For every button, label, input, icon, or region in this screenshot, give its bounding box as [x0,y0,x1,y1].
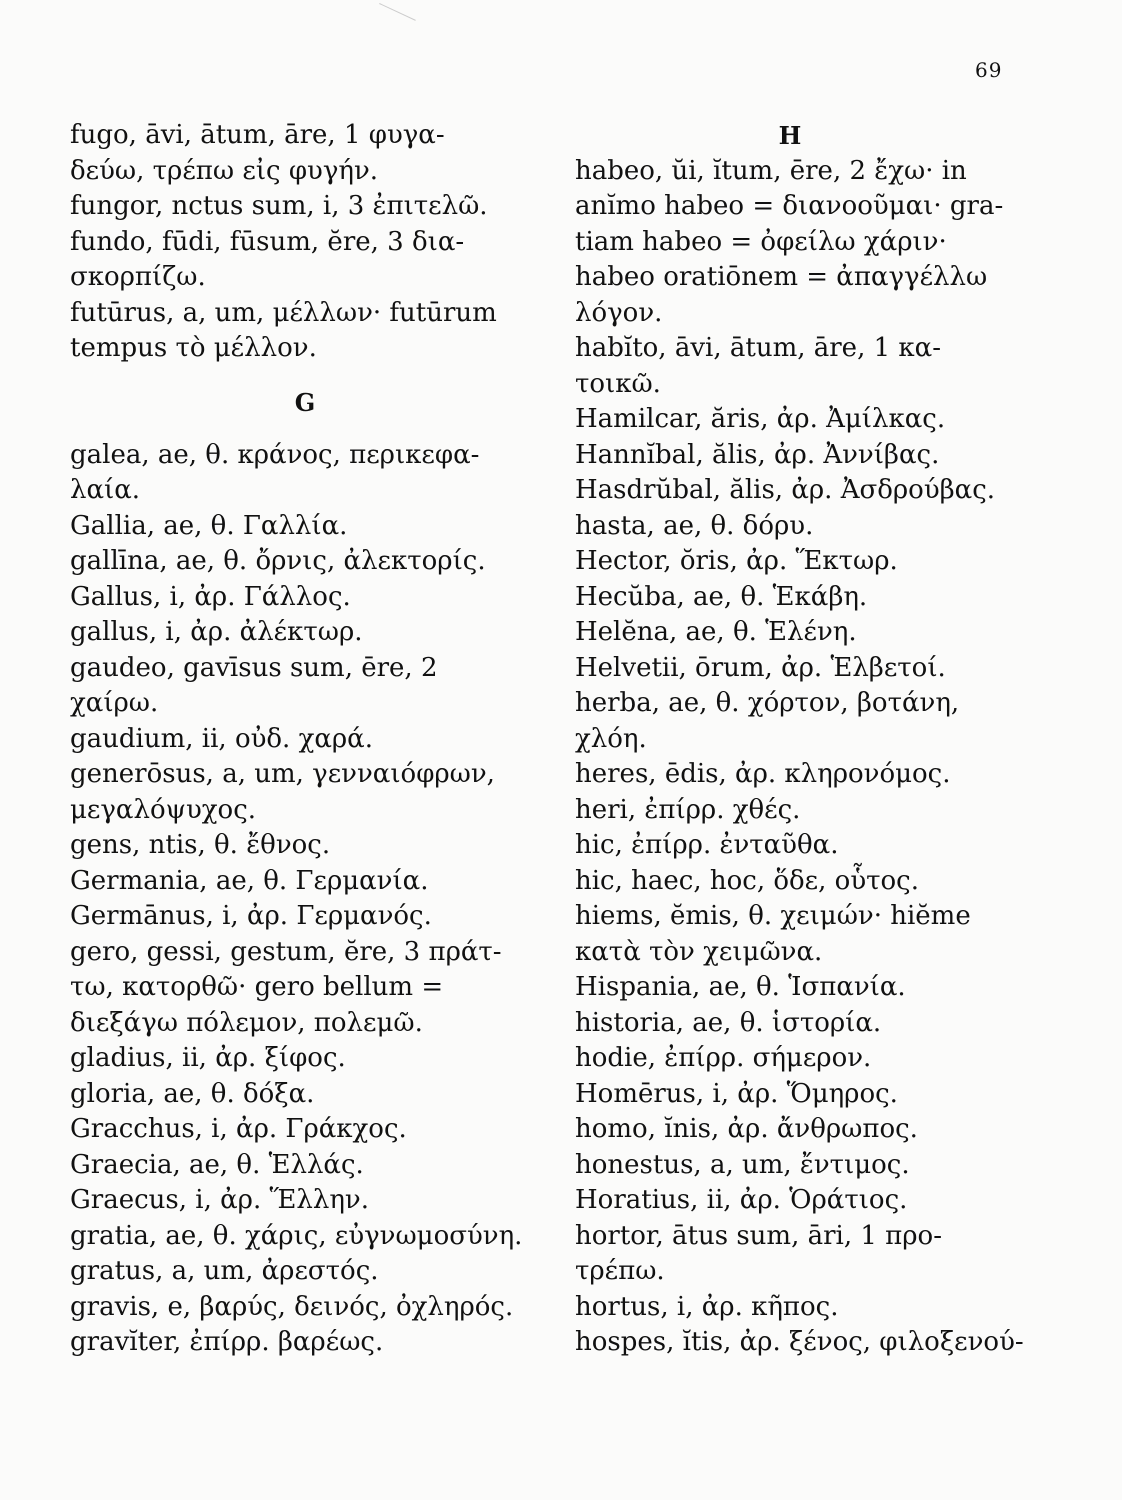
entry-headline: Hector, ŏris, ἀρ. Ἕκτωρ. [575,546,898,576]
dictionary-entry [575,1290,1005,1326]
entry-headline: Homērus, i, ἀρ. Ὅμηρος. [575,1078,898,1109]
dictionary-entry [575,970,1005,1006]
entry-headline: galea, ae, θ. κράνος, περικεφα- [70,439,480,470]
entry-continuation: διεξάγω πόλεμον, πολεμῶ. [70,1007,423,1038]
dictionary-entry [575,828,1005,864]
dictionary-entry [70,296,540,367]
entry-continuation: habeo oratiōnem = ἀπαγγέλλω [575,262,988,292]
entry-continuation: δεύω, τρέπω εἰς φυγήν. [70,155,379,186]
dictionary-entry [70,1148,540,1184]
entry-continuation: τω, κατορθῶ· gero bellum = [70,972,444,1002]
entry-headline: gens, ntis, θ. ἔθνος. [70,830,331,860]
entry-headline: homo, ĭnis, ἀρ. ἄνθρωπος. [575,1114,918,1144]
left-entries-top [70,118,540,367]
entry-headline: hortor, ātus sum, āri, 1 προ- [575,1220,942,1251]
dictionary-entry [70,1077,540,1113]
entry-headline: heri, ἐπίρρ. χθές. [575,794,801,825]
entry-headline: Hecŭba, ae, θ. Ἑκάβη. [575,581,868,612]
dictionary-entry [575,438,1005,474]
dictionary-entry [575,1041,1005,1077]
entry-continuation: λαία. [70,475,141,505]
entry-headline: hic, ἐπίρρ. ἐνταῦθα. [575,830,839,860]
entry-continuation: σκορπίζω. [70,262,206,292]
entry-headline: Helvetii, ōrum, ἀρ. Ἑλβετοί. [575,652,946,683]
dictionary-entry [575,1112,1005,1148]
entry-headline: gratus, a, um, ἀρεστός. [70,1256,379,1286]
entry-headline: Gallus, i, ἀρ. Γάλλος. [70,581,351,612]
entry-continuation: μεγαλόψυχος. [70,794,257,825]
dictionary-entry [575,899,1005,970]
entry-headline: historia, ae, θ. ἱστορία. [575,1007,882,1038]
dictionary-entry [575,1219,1005,1290]
section-letter-g: G [294,387,316,417]
entry-headline: hortus, i, ἀρ. κῆπος. [575,1291,839,1322]
dictionary-entry [70,1254,540,1290]
entry-headline: Germānus, i, ἀρ. Γερμανός. [70,901,432,931]
entry-headline: honestus, a, um, ἔντιμος. [575,1149,910,1180]
entry-headline: Helĕna, ae, θ. Ἑλένη. [575,617,857,647]
dictionary-entry [575,615,1005,651]
entry-headline: habĭto, āvi, ātum, āre, 1 κα- [575,333,941,363]
entry-headline: Gallia, ae, θ. Γαλλία. [70,510,348,541]
entry-headline: gero, gessi, gestum, ĕre, 3 πράτ- [70,936,502,967]
entry-headline: generōsus, a, um, γενναιόφρων, [70,759,495,789]
entry-continuation: τρέπω. [575,1256,665,1286]
entry-headline: Germania, ae, θ. Γερμανία. [70,865,429,896]
entry-continuation: tempus τὸ μέλλον. [70,333,317,363]
entry-headline: gratia, ae, θ. χάρις, εὐγνωμοσύνη. [70,1220,523,1251]
entry-headline: Hamilcar, ăris, ἀρ. Ἀμίλκας. [575,404,946,434]
dictionary-entry [70,189,540,225]
left-entries-g [70,438,540,1361]
entry-headline: gravĭter, ἐπίρρ. βαρέως. [70,1327,384,1357]
dictionary-entry [575,651,1005,687]
entry-headline: heres, ēdis, ἀρ. κληρονόμος. [575,759,951,789]
entry-headline: gravis, e, βαρύς, δεινός, ὀχληρός. [70,1291,514,1322]
dictionary-entry [70,544,540,580]
entry-headline: hiems, ĕmis, θ. χειμών· hiĕme [575,901,971,931]
dictionary-entry [575,686,1005,757]
entry-headline: Hasdrŭbal, ălis, ἀρ. Ἀσδρούβας. [575,475,996,505]
dictionary-entry [70,935,540,1042]
dictionary-entry [70,1219,540,1255]
entry-continuation: λόγον. [575,297,663,328]
entry-headline: fungor, nctus sum, i, 3 ἐπιτελῶ. [70,191,488,221]
dictionary-entry [70,899,540,935]
right-column [575,118,1024,1361]
dictionary-entry [70,864,540,900]
entry-continuation: anĭmo habeo = διανοοῦμαι· gra- [575,191,1004,221]
dictionary-entry [70,615,540,651]
dictionary-entry [575,580,1005,616]
entry-continuation: tiam habeo = ὀφείλω χάριν· [575,226,947,257]
dictionary-entry [70,118,540,189]
dictionary-entry [70,651,540,722]
entry-headline: fundo, fūdi, fūsum, ĕre, 3 δια- [70,226,465,257]
entry-headline: fugo, āvi, ātum, āre, 1 φυγα- [70,120,445,150]
entry-continuation: χαίρω. [70,688,159,718]
entry-headline: gloria, ae, θ. δόξα. [70,1078,315,1109]
entry-continuation: χλόη. [575,723,647,754]
left-column [70,118,540,1361]
dictionary-entry [575,1183,1005,1219]
entry-headline: futūrus, a, um, μέλλων· futūrum [70,297,497,328]
entry-headline: Graecia, ae, θ. Ἑλλάς. [70,1149,364,1180]
entry-headline: gallus, i, ἀρ. ἀλέκτωρ. [70,617,363,647]
right-entries-h [575,154,1024,1361]
dictionary-entry [70,1325,540,1361]
entry-headline: gallīna, ae, θ. ὄρνις, ἀλεκτορίς. [70,546,486,576]
dictionary-entry [70,580,540,616]
page-number: 69 [975,58,1003,82]
dictionary-entry [70,509,540,545]
entry-headline: herba, ae, θ. χόρτον, βοτάνη, [575,688,960,718]
dictionary-entry [575,793,1005,829]
dictionary-entry [575,1077,1005,1113]
dictionary-entry [575,509,1005,545]
entry-headline: Hannĭbal, ălis, ἀρ. Ἀννίβας. [575,439,940,470]
dictionary-entry [70,722,540,758]
dictionary-entry [575,1325,1024,1361]
dictionary-entry [575,1148,1005,1184]
dictionary-entry [70,828,540,864]
dictionary-entry [70,1290,540,1326]
entry-continuation: κατὰ τὸν χειμῶνα. [575,936,823,967]
dictionary-entry [70,1112,540,1148]
dictionary-entry [70,1183,540,1219]
dictionary-entry [70,1041,540,1077]
entry-continuation: τοικῶ. [575,368,661,399]
entry-headline: Horatius, ii, ἀρ. Ὁράτιος. [575,1185,908,1215]
dictionary-entry [575,154,1005,332]
dictionary-entry [70,225,540,296]
entry-headline: gaudium, ii, οὐδ. χαρά. [70,723,373,754]
dictionary-entry [575,757,1005,793]
scan-mark [379,0,421,21]
entry-headline: habeo, ŭi, ĭtum, ēre, 2 ἔχω· in [575,155,967,186]
dictionary-entry [575,402,1005,438]
entry-headline: hospes, ĭtis, ἀρ. ξένος, φιλοξενού- [575,1327,1024,1357]
dictionary-entry [575,864,1005,900]
entry-headline: gladius, ii, ἀρ. ξίφος. [70,1043,346,1073]
dictionary-entry [575,331,1005,402]
entry-headline: hodie, ἐπίρρ. σήμερον. [575,1043,872,1073]
dictionary-entry [70,438,540,509]
entry-headline: hic, haec, hoc, ὅδε, οὗτος. [575,865,919,896]
entry-headline: Hispania, ae, θ. Ἱσπανία. [575,972,906,1002]
dictionary-entry [575,544,1005,580]
entry-headline: gaudeo, gavīsus sum, ēre, 2 [70,652,438,683]
dictionary-entry [575,1006,1005,1042]
section-letter-h: H [778,121,802,150]
entry-headline: hasta, ae, θ. δόρυ. [575,510,814,541]
dictionary-entry [70,757,540,828]
entry-headline: Gracchus, i, ἀρ. Γράκχος. [70,1114,407,1144]
entry-headline: Graecus, i, ἀρ. Ἕλλην. [70,1185,369,1215]
dictionary-entry [575,473,1005,509]
